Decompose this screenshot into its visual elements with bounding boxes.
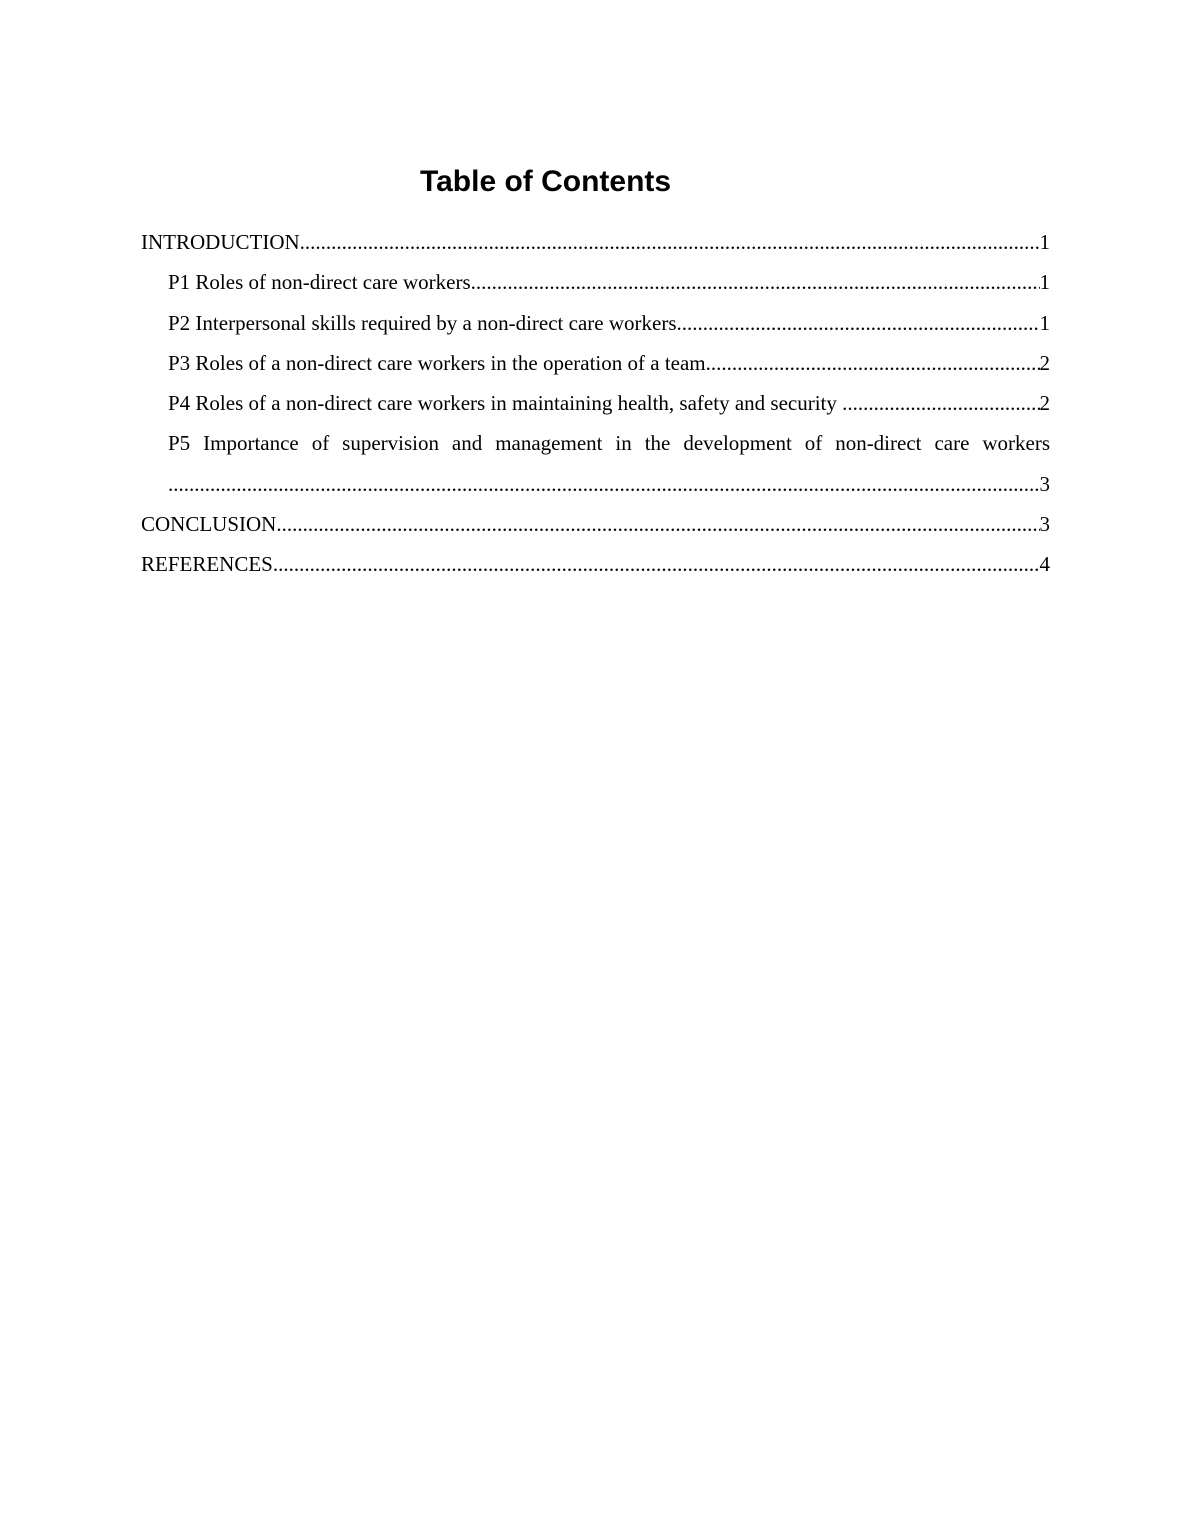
toc-page-number: 1 [1039, 230, 1050, 254]
toc-entry-p2[interactable] [141, 303, 1050, 343]
toc-entry-label: REFERENCES [141, 552, 273, 577]
toc-page-number: 3 [1039, 471, 1050, 496]
toc-entry-label: P4 Roles of a non-direct care workers in maintaining health, safety and security [168, 391, 843, 416]
toc-entry-label: P2 Interpersonal skills required by a non-direct care workers [168, 310, 677, 335]
dot-leader [273, 544, 1040, 584]
toc-entry-references[interactable] [141, 544, 1050, 584]
toc-entry-p4[interactable] [141, 383, 1050, 423]
toc-entry-p3[interactable] [141, 343, 1050, 383]
toc-page-number: 2 [1039, 391, 1050, 416]
toc-entry-introduction[interactable] [141, 222, 1050, 262]
dot-leader [300, 222, 1040, 262]
toc-page-number: 1 [1039, 310, 1050, 335]
dot-leader [276, 504, 1039, 544]
toc-entry-label: P5 Importance of supervision and management in the development of non-direct care workers [168, 431, 1050, 456]
toc-page-number: 2 [1039, 350, 1050, 375]
toc-page-number: 4 [1039, 552, 1050, 577]
dot-leader [677, 303, 1040, 343]
toc-page-number: 3 [1039, 512, 1050, 537]
toc-entry-label: CONCLUSION [141, 512, 277, 537]
dot-leader [842, 383, 1039, 423]
page-title: Table of Contents [420, 165, 672, 198]
dot-leader [706, 343, 1040, 383]
toc-entry-p5[interactable] [141, 423, 1050, 504]
dot-leader [168, 464, 1040, 504]
toc-entry-label: P3 Roles of a non-direct care workers in the operation of a team [168, 350, 706, 375]
dot-leader [471, 262, 1040, 302]
table-of-contents [141, 222, 1050, 585]
toc-entry-label: P1 Roles of non-direct care workers [168, 270, 471, 295]
toc-page-number: 1 [1039, 270, 1050, 295]
toc-entry-leader-line [168, 464, 1050, 504]
toc-entry-conclusion[interactable] [141, 504, 1050, 544]
toc-entry-label: INTRODUCTION [141, 230, 300, 254]
toc-entry-p1[interactable] [141, 262, 1050, 302]
